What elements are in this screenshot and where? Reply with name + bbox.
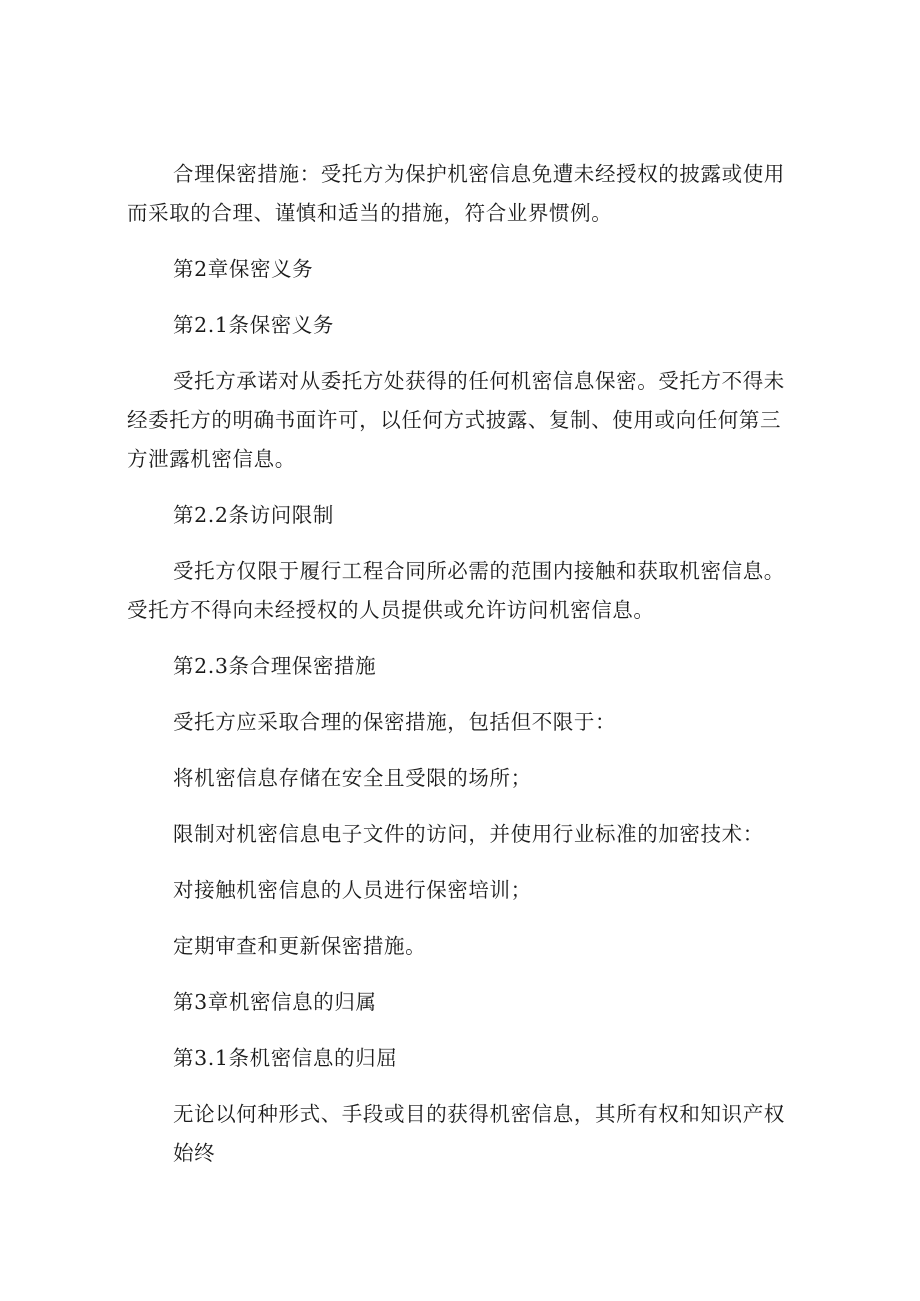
article-heading-2-1: 第2.1条保密义务	[173, 313, 335, 337]
list-item-storage: 将机密信息存储在安全且受限的场所；	[173, 766, 532, 790]
paragraph-definition-reasonable-measures: 合理保密措施：受托方为保护机密信息免遭未经授权的披露或使用而采取的合理、谨慎和适当的措施，符合业界惯例。	[127, 162, 785, 225]
list-item-encryption: 限制对机密信息电子文件的访问，并使用行业标准的加密技术：	[173, 822, 764, 846]
paragraph-2-2: 受托方仅限于履行工程合同所必需的范围内接触和获取机密信息。受托方不得向未经授权的人员提供或允许访问机密信息。	[127, 559, 785, 622]
article-heading-2-3: 第2.3条合理保密措施	[173, 654, 377, 678]
article-heading-3-1: 第3.1条机密信息的归屈	[173, 1046, 398, 1070]
paragraph-2-3-intro: 受托方应采取合理的保密措施，包括但不限于：	[173, 710, 617, 734]
paragraph-3-1: 无论以何种形式、手段或目的获得机密信息，其所有权和知识产权始终	[173, 1102, 785, 1165]
document-body	[127, 155, 793, 1190]
chapter-heading-3: 第3章机密信息的归属	[173, 990, 377, 1014]
list-item-training: 对接触机密信息的人员进行保密培训；	[173, 878, 532, 902]
list-item-review: 定期审查和更新保密措施。	[173, 934, 427, 958]
article-heading-2-2: 第2.2条访问限制	[173, 503, 335, 527]
chapter-heading-2: 第2章保密义务	[173, 257, 314, 281]
paragraph-2-1: 受托方承诺对从委托方处获得的任何机密信息保密。受托方不得未经委托方的明确书面许可，以任何方式披露、复制、使用或向任何第三方泄露机密信息。	[127, 369, 785, 471]
